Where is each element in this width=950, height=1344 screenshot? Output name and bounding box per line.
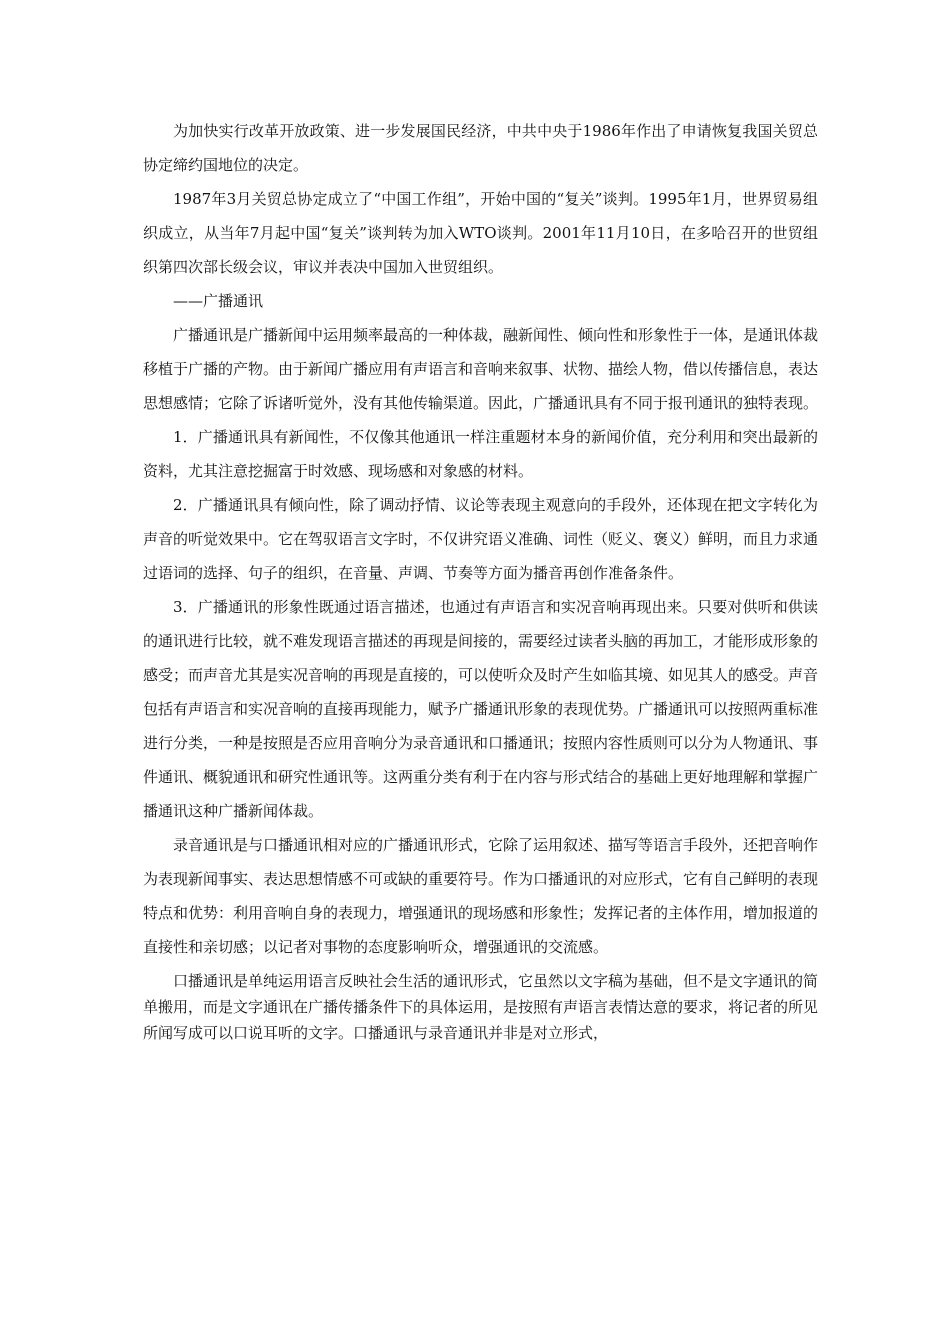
paragraph-oral-feature: 口播通讯是单纯运用语言反映社会生活的通讯形式，它虽然以文字稿为基础，但不是文字通讯的简单搬用，而是文字通讯在广播传播条件下的具体运用，是按照有声语言表情达意的要求，将记者的所见所闻写成可以口说耳听的文字。口播通讯与录音通讯并非是对立形式， bbox=[143, 972, 819, 1042]
paragraph-point-3-imagery: 3．广播通讯的形象性既通过语言描述，也通过有声语言和实况音响再现出来。只要对供听和供读的通讯进行比较，就不难发现语言描述的再现是间接的，需要经过读者头脑的再加工，才能形成形象的感受；而声音尤其是实况音响的再现是直接的，可以使听众及时产生如临其境、如见其人的感受。声音包括有声语言和实况音响的直接再现能力，赋予广播通讯形象的表现优势。广播通讯可以按照两重标准进行分类，一种是按照是否应用音响分为录音通讯和口播通讯；按照内容性质则可以分为人物通讯、事件通讯、概貌通讯和研究性通讯等。这两重分类有利于在内容与形式结合的基础上更好地理解和掌握广播通讯这种广播新闻体裁。 bbox=[143, 598, 819, 820]
paragraph-point-2-tendency: 2．广播通讯具有倾向性，除了调动抒情、议论等表现主观意向的手段外，还体现在把文字转化为声音的听觉效果中。它在驾驭语言文字时，不仅讲究语义准确、词性（贬义、褒义）鲜明，而且力求通过语词的选择、句子的组织，在音量、声调、节奏等方面为播音再创作准备条件。 bbox=[143, 496, 819, 582]
paragraph-broadcast-feature-intro: 广播通讯是广播新闻中运用频率最高的一种体裁，融新闻性、倾向性和形象性于一体，是通讯体裁移植于广播的产物。由于新闻广播应用有声语言和音响来叙事、状物、描绘人物，借以传播信息，表达思想感情；它除了诉诸听觉外，没有其他传输渠道。因此，广播通讯具有不同于报刊通讯的独特表现。 bbox=[143, 326, 819, 412]
paragraph-gatt-decision: 为加快实行改革开放政策、进一步发展国民经济，中共中央于1986年作出了申请恢复我国关贸总协定缔约国地位的决定。 bbox=[143, 122, 818, 174]
paragraph-recorded-feature: 录音通讯是与口播通讯相对应的广播通讯形式，它除了运用叙述、描写等语言手段外，还把音响作为表现新闻事实、表达思想情感不可或缺的重要符号。作为口播通讯的对应形式，它有自己鲜明的表现特点和优势：利用音响自身的表现力，增强通讯的现场感和形象性；发挥记者的主体作用，增加报道的直接性和亲切感；以记者对事物的态度影响听众，增强通讯的交流感。 bbox=[143, 836, 819, 956]
section-heading-broadcast-feature: ——广播通讯 bbox=[173, 292, 264, 310]
document-page bbox=[143, 114, 818, 1046]
paragraph-china-working-group: 1987年3月关贸总协定成立了“中国工作组”，开始中国的“复关”谈判。1995年1月，世界贸易组织成立，从当年7月起中国“复关”谈判转为加入WTO谈判。2001年11月10日，在多哈召开的世贸组织第四次部长级会议，审议并表决中国加入世贸组织。 bbox=[143, 190, 818, 276]
paragraph-point-1-newsworthiness: 1．广播通讯具有新闻性，不仅像其他通讯一样注重题材本身的新闻价值，充分利用和突出最新的资料，尤其注意挖掘富于时效感、现场感和对象感的材料。 bbox=[143, 428, 818, 480]
